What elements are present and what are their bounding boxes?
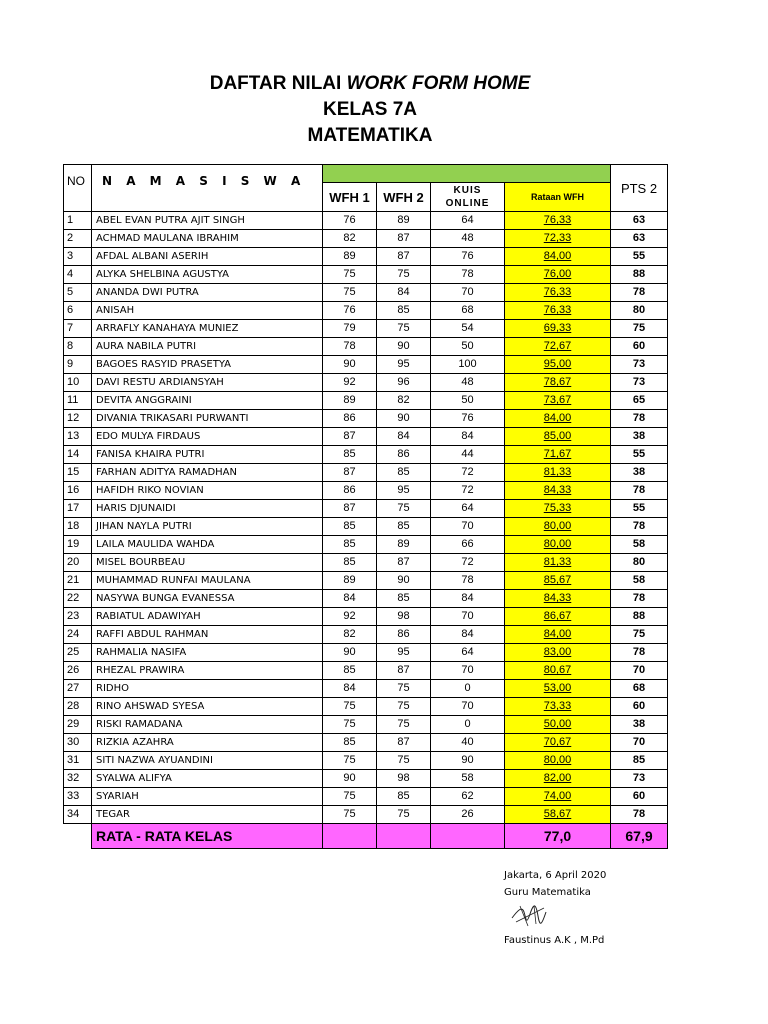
row-no: 16 bbox=[64, 482, 92, 500]
row-rataan: 84,00 bbox=[505, 248, 611, 266]
table-row bbox=[64, 554, 668, 572]
table-row bbox=[64, 734, 668, 752]
row-wfh2: 87 bbox=[377, 662, 431, 680]
row-kuis: 70 bbox=[431, 518, 505, 536]
table-row bbox=[64, 680, 668, 698]
row-wfh1: 92 bbox=[323, 608, 377, 626]
row-pts: 73 bbox=[611, 356, 668, 374]
header-wfh1: WFH 1 bbox=[323, 183, 377, 212]
header-wfh2: WFH 2 bbox=[377, 183, 431, 212]
row-pts: 78 bbox=[611, 410, 668, 428]
row-wfh1: 86 bbox=[323, 482, 377, 500]
table-row bbox=[64, 788, 668, 806]
row-wfh2: 84 bbox=[377, 428, 431, 446]
row-kuis: 70 bbox=[431, 608, 505, 626]
row-pts: 63 bbox=[611, 212, 668, 230]
row-name: HARIS DJUNAIDI bbox=[92, 500, 323, 518]
row-no: 15 bbox=[64, 464, 92, 482]
table-row bbox=[64, 230, 668, 248]
table-row bbox=[64, 500, 668, 518]
row-rataan: 84,00 bbox=[505, 410, 611, 428]
table-row bbox=[64, 626, 668, 644]
row-wfh2: 75 bbox=[377, 806, 431, 824]
row-pts: 63 bbox=[611, 230, 668, 248]
row-no: 25 bbox=[64, 644, 92, 662]
table-row bbox=[64, 428, 668, 446]
row-pts: 58 bbox=[611, 536, 668, 554]
header-pts: PTS 2 bbox=[611, 165, 668, 212]
row-wfh2: 86 bbox=[377, 446, 431, 464]
row-rataan: 86,67 bbox=[505, 608, 611, 626]
row-name: AFDAL ALBANI ASERIH bbox=[92, 248, 323, 266]
row-no: 6 bbox=[64, 302, 92, 320]
row-wfh1: 92 bbox=[323, 374, 377, 392]
row-kuis: 70 bbox=[431, 662, 505, 680]
row-no: 30 bbox=[64, 734, 92, 752]
row-no: 11 bbox=[64, 392, 92, 410]
row-name: SYARIAH bbox=[92, 788, 323, 806]
row-pts: 88 bbox=[611, 266, 668, 284]
header-name: N A M A S I S W A bbox=[92, 165, 323, 212]
row-pts: 78 bbox=[611, 482, 668, 500]
row-no: 5 bbox=[64, 284, 92, 302]
row-kuis: 40 bbox=[431, 734, 505, 752]
row-pts: 38 bbox=[611, 716, 668, 734]
row-pts: 73 bbox=[611, 770, 668, 788]
row-kuis: 76 bbox=[431, 410, 505, 428]
row-wfh2: 75 bbox=[377, 266, 431, 284]
table-row bbox=[64, 320, 668, 338]
row-pts: 80 bbox=[611, 554, 668, 572]
footer-role: Guru Matematika bbox=[504, 887, 591, 898]
class-average-pts: 67,9 bbox=[611, 824, 668, 849]
row-kuis: 54 bbox=[431, 320, 505, 338]
row-wfh2: 85 bbox=[377, 464, 431, 482]
row-rataan: 76,33 bbox=[505, 284, 611, 302]
row-wfh1: 75 bbox=[323, 788, 377, 806]
row-rataan: 69,33 bbox=[505, 320, 611, 338]
table-row bbox=[64, 338, 668, 356]
row-no: 3 bbox=[64, 248, 92, 266]
row-pts: 58 bbox=[611, 572, 668, 590]
row-no: 23 bbox=[64, 608, 92, 626]
row-no: 21 bbox=[64, 572, 92, 590]
row-wfh2: 75 bbox=[377, 500, 431, 518]
row-name: RAFFI ABDUL RAHMAN bbox=[92, 626, 323, 644]
row-no: 12 bbox=[64, 410, 92, 428]
row-no: 13 bbox=[64, 428, 92, 446]
row-pts: 88 bbox=[611, 608, 668, 626]
table-row bbox=[64, 698, 668, 716]
table-row bbox=[64, 212, 668, 230]
row-rataan: 84,00 bbox=[505, 626, 611, 644]
row-rataan: 81,33 bbox=[505, 464, 611, 482]
row-wfh2: 75 bbox=[377, 716, 431, 734]
row-kuis: 0 bbox=[431, 716, 505, 734]
row-name: RABIATUL ADAWIYAH bbox=[92, 608, 323, 626]
row-name: JIHAN NAYLA PUTRI bbox=[92, 518, 323, 536]
row-rataan: 84,33 bbox=[505, 482, 611, 500]
row-kuis: 84 bbox=[431, 590, 505, 608]
row-pts: 85 bbox=[611, 752, 668, 770]
row-rataan: 85,00 bbox=[505, 428, 611, 446]
row-kuis: 44 bbox=[431, 446, 505, 464]
row-rataan: 72,67 bbox=[505, 338, 611, 356]
table-row bbox=[64, 284, 668, 302]
row-kuis: 26 bbox=[431, 806, 505, 824]
row-rataan: 58,67 bbox=[505, 806, 611, 824]
title-italic: WORK FORM HOME bbox=[346, 73, 531, 94]
row-no: 4 bbox=[64, 266, 92, 284]
row-pts: 78 bbox=[611, 284, 668, 302]
row-kuis: 50 bbox=[431, 392, 505, 410]
row-rataan: 80,00 bbox=[505, 752, 611, 770]
row-pts: 55 bbox=[611, 500, 668, 518]
table-row bbox=[64, 752, 668, 770]
row-rataan: 78,67 bbox=[505, 374, 611, 392]
row-wfh2: 85 bbox=[377, 518, 431, 536]
row-wfh1: 90 bbox=[323, 770, 377, 788]
table-row bbox=[64, 806, 668, 824]
row-rataan: 72,33 bbox=[505, 230, 611, 248]
row-wfh1: 75 bbox=[323, 266, 377, 284]
row-rataan: 76,00 bbox=[505, 266, 611, 284]
row-no: 14 bbox=[64, 446, 92, 464]
row-rataan: 80,67 bbox=[505, 662, 611, 680]
table-row bbox=[64, 482, 668, 500]
table-row bbox=[64, 410, 668, 428]
row-name: AURA NABILA PUTRI bbox=[92, 338, 323, 356]
row-wfh2: 87 bbox=[377, 248, 431, 266]
row-wfh1: 89 bbox=[323, 392, 377, 410]
row-no: 26 bbox=[64, 662, 92, 680]
row-no: 7 bbox=[64, 320, 92, 338]
row-name: DAVI RESTU ARDIANSYAH bbox=[92, 374, 323, 392]
row-wfh2: 90 bbox=[377, 410, 431, 428]
row-name: LAILA MAULIDA WAHDA bbox=[92, 536, 323, 554]
row-wfh2: 85 bbox=[377, 590, 431, 608]
row-wfh1: 85 bbox=[323, 734, 377, 752]
row-name: ARRAFLY KANAHAYA MUNIEZ bbox=[92, 320, 323, 338]
row-pts: 75 bbox=[611, 626, 668, 644]
row-wfh2: 90 bbox=[377, 338, 431, 356]
row-pts: 60 bbox=[611, 698, 668, 716]
row-rataan: 76,33 bbox=[505, 302, 611, 320]
row-kuis: 64 bbox=[431, 644, 505, 662]
row-no: 18 bbox=[64, 518, 92, 536]
row-kuis: 58 bbox=[431, 770, 505, 788]
row-wfh2: 84 bbox=[377, 284, 431, 302]
row-wfh2: 98 bbox=[377, 770, 431, 788]
row-name: HAFIDH RIKO NOVIAN bbox=[92, 482, 323, 500]
header-kuis: KUIS ONLINE bbox=[431, 183, 505, 212]
table-row bbox=[64, 518, 668, 536]
row-rataan: 82,00 bbox=[505, 770, 611, 788]
row-no: 17 bbox=[64, 500, 92, 518]
row-no: 27 bbox=[64, 680, 92, 698]
table-row bbox=[64, 536, 668, 554]
grades-table bbox=[63, 164, 668, 849]
row-rataan: 73,67 bbox=[505, 392, 611, 410]
title-line-3: MATEMATIKA bbox=[307, 125, 433, 146]
row-rataan: 50,00 bbox=[505, 716, 611, 734]
row-name: RISKI RAMADANA bbox=[92, 716, 323, 734]
row-wfh2: 95 bbox=[377, 644, 431, 662]
row-rataan: 80,00 bbox=[505, 518, 611, 536]
row-no: 24 bbox=[64, 626, 92, 644]
row-no: 20 bbox=[64, 554, 92, 572]
row-no: 19 bbox=[64, 536, 92, 554]
row-name: SITI NAZWA AYUANDINI bbox=[92, 752, 323, 770]
row-rataan: 84,33 bbox=[505, 590, 611, 608]
row-wfh2: 75 bbox=[377, 320, 431, 338]
row-wfh1: 84 bbox=[323, 680, 377, 698]
row-kuis: 100 bbox=[431, 356, 505, 374]
class-average-rataan: 77,0 bbox=[505, 824, 611, 849]
table-row bbox=[64, 374, 668, 392]
row-rataan: 95,00 bbox=[505, 356, 611, 374]
row-wfh2: 87 bbox=[377, 734, 431, 752]
row-kuis: 64 bbox=[431, 500, 505, 518]
row-no: 31 bbox=[64, 752, 92, 770]
header-no: NO bbox=[64, 165, 92, 212]
row-kuis: 90 bbox=[431, 752, 505, 770]
row-wfh2: 89 bbox=[377, 536, 431, 554]
header-green-band bbox=[323, 165, 611, 183]
row-pts: 38 bbox=[611, 464, 668, 482]
row-wfh2: 90 bbox=[377, 572, 431, 590]
row-name: MUHAMMAD RUNFAI MAULANA bbox=[92, 572, 323, 590]
row-wfh1: 75 bbox=[323, 806, 377, 824]
row-wfh2: 87 bbox=[377, 554, 431, 572]
row-no: 33 bbox=[64, 788, 92, 806]
row-wfh2: 86 bbox=[377, 626, 431, 644]
row-pts: 70 bbox=[611, 734, 668, 752]
row-pts: 78 bbox=[611, 590, 668, 608]
table-row bbox=[64, 644, 668, 662]
table-row bbox=[64, 572, 668, 590]
row-kuis: 72 bbox=[431, 554, 505, 572]
row-name: NASYWA BUNGA EVANESSA bbox=[92, 590, 323, 608]
row-rataan: 81,33 bbox=[505, 554, 611, 572]
row-rataan: 71,67 bbox=[505, 446, 611, 464]
row-no: 2 bbox=[64, 230, 92, 248]
row-wfh1: 84 bbox=[323, 590, 377, 608]
title-line-1: DAFTAR NILAI WORK FORM HOME bbox=[209, 73, 531, 94]
row-name: DEVITA ANGGRAINI bbox=[92, 392, 323, 410]
table-row bbox=[64, 446, 668, 464]
row-wfh1: 75 bbox=[323, 698, 377, 716]
row-wfh1: 85 bbox=[323, 536, 377, 554]
row-kuis: 78 bbox=[431, 572, 505, 590]
row-wfh2: 95 bbox=[377, 356, 431, 374]
table-row bbox=[64, 590, 668, 608]
row-wfh1: 87 bbox=[323, 428, 377, 446]
row-pts: 55 bbox=[611, 446, 668, 464]
row-rataan: 75,33 bbox=[505, 500, 611, 518]
row-rataan: 83,00 bbox=[505, 644, 611, 662]
row-kuis: 48 bbox=[431, 230, 505, 248]
row-no: 10 bbox=[64, 374, 92, 392]
row-no: 32 bbox=[64, 770, 92, 788]
row-wfh1: 89 bbox=[323, 248, 377, 266]
row-wfh2: 87 bbox=[377, 230, 431, 248]
row-wfh1: 85 bbox=[323, 554, 377, 572]
row-pts: 68 bbox=[611, 680, 668, 698]
row-kuis: 78 bbox=[431, 266, 505, 284]
row-wfh1: 90 bbox=[323, 644, 377, 662]
footer-place-date: Jakarta, 6 April 2020 bbox=[504, 870, 607, 881]
table-row bbox=[64, 356, 668, 374]
row-wfh2: 98 bbox=[377, 608, 431, 626]
row-kuis: 72 bbox=[431, 464, 505, 482]
row-rataan: 80,00 bbox=[505, 536, 611, 554]
table-body bbox=[64, 212, 668, 824]
row-kuis: 76 bbox=[431, 248, 505, 266]
row-name: RAHMALIA NASIFA bbox=[92, 644, 323, 662]
row-kuis: 66 bbox=[431, 536, 505, 554]
row-name: ACHMAD MAULANA IBRAHIM bbox=[92, 230, 323, 248]
row-name: EDO MULYA FIRDAUS bbox=[92, 428, 323, 446]
row-kuis: 84 bbox=[431, 428, 505, 446]
table-row bbox=[64, 662, 668, 680]
row-wfh2: 96 bbox=[377, 374, 431, 392]
row-wfh2: 75 bbox=[377, 752, 431, 770]
row-no: 8 bbox=[64, 338, 92, 356]
row-wfh1: 86 bbox=[323, 410, 377, 428]
row-no: 28 bbox=[64, 698, 92, 716]
row-pts: 75 bbox=[611, 320, 668, 338]
row-name: TEGAR bbox=[92, 806, 323, 824]
row-name: RINO AHSWAD SYESA bbox=[92, 698, 323, 716]
row-kuis: 48 bbox=[431, 374, 505, 392]
row-wfh1: 78 bbox=[323, 338, 377, 356]
row-name: ANANDA DWI PUTRA bbox=[92, 284, 323, 302]
row-wfh2: 85 bbox=[377, 302, 431, 320]
table-row bbox=[64, 248, 668, 266]
row-pts: 55 bbox=[611, 248, 668, 266]
row-pts: 80 bbox=[611, 302, 668, 320]
row-rataan: 85,67 bbox=[505, 572, 611, 590]
row-wfh2: 95 bbox=[377, 482, 431, 500]
row-pts: 70 bbox=[611, 662, 668, 680]
row-kuis: 50 bbox=[431, 338, 505, 356]
table-row bbox=[64, 266, 668, 284]
row-name: RHEZAL PRAWIRA bbox=[92, 662, 323, 680]
row-name: ANISAH bbox=[92, 302, 323, 320]
row-pts: 60 bbox=[611, 788, 668, 806]
table-row bbox=[64, 392, 668, 410]
row-pts: 78 bbox=[611, 644, 668, 662]
row-name: BAGOES RASYID PRASETYA bbox=[92, 356, 323, 374]
footer-signer: Faustinus A.K , M.Pd bbox=[504, 935, 605, 946]
row-name: RIDHO bbox=[92, 680, 323, 698]
row-wfh2: 82 bbox=[377, 392, 431, 410]
row-wfh1: 85 bbox=[323, 518, 377, 536]
row-kuis: 72 bbox=[431, 482, 505, 500]
row-wfh1: 75 bbox=[323, 716, 377, 734]
class-average-label: RATA - RATA KELAS bbox=[92, 824, 323, 849]
row-kuis: 64 bbox=[431, 212, 505, 230]
row-name: ABEL EVAN PUTRA AJIT SINGH bbox=[92, 212, 323, 230]
row-wfh1: 82 bbox=[323, 626, 377, 644]
row-no: 34 bbox=[64, 806, 92, 824]
row-kuis: 84 bbox=[431, 626, 505, 644]
row-pts: 73 bbox=[611, 374, 668, 392]
row-no: 22 bbox=[64, 590, 92, 608]
row-rataan: 74,00 bbox=[505, 788, 611, 806]
row-kuis: 68 bbox=[431, 302, 505, 320]
row-name: SYALWA ALIFYA bbox=[92, 770, 323, 788]
row-kuis: 0 bbox=[431, 680, 505, 698]
row-wfh1: 76 bbox=[323, 212, 377, 230]
row-name: DIVANIA TRIKASARI PURWANTI bbox=[92, 410, 323, 428]
row-pts: 78 bbox=[611, 806, 668, 824]
row-pts: 78 bbox=[611, 518, 668, 536]
row-rataan: 53,00 bbox=[505, 680, 611, 698]
row-kuis: 62 bbox=[431, 788, 505, 806]
row-pts: 60 bbox=[611, 338, 668, 356]
row-wfh1: 85 bbox=[323, 446, 377, 464]
row-wfh2: 89 bbox=[377, 212, 431, 230]
row-name: RIZKIA AZAHRA bbox=[92, 734, 323, 752]
row-no: 9 bbox=[64, 356, 92, 374]
table-row bbox=[64, 608, 668, 626]
table-row bbox=[64, 464, 668, 482]
row-kuis: 70 bbox=[431, 284, 505, 302]
row-wfh1: 75 bbox=[323, 752, 377, 770]
row-name: FANISA KHAIRA PUTRI bbox=[92, 446, 323, 464]
row-wfh2: 75 bbox=[377, 680, 431, 698]
row-no: 29 bbox=[64, 716, 92, 734]
row-name: ALYKA SHELBINA AGUSTYA bbox=[92, 266, 323, 284]
row-wfh1: 82 bbox=[323, 230, 377, 248]
row-wfh2: 75 bbox=[377, 698, 431, 716]
table-row bbox=[64, 302, 668, 320]
row-wfh1: 85 bbox=[323, 662, 377, 680]
row-wfh1: 87 bbox=[323, 500, 377, 518]
class-average-row bbox=[64, 824, 668, 849]
row-rataan: 73,33 bbox=[505, 698, 611, 716]
row-wfh1: 87 bbox=[323, 464, 377, 482]
header-rataan: Rataan WFH bbox=[505, 183, 611, 212]
row-no: 1 bbox=[64, 212, 92, 230]
table-row bbox=[64, 770, 668, 788]
row-wfh1: 75 bbox=[323, 284, 377, 302]
row-name: FARHAN ADITYA RAMADHAN bbox=[92, 464, 323, 482]
title-line-2: KELAS 7A bbox=[323, 99, 417, 120]
row-rataan: 76,33 bbox=[505, 212, 611, 230]
table-row bbox=[64, 716, 668, 734]
signature-icon bbox=[508, 900, 552, 930]
row-pts: 65 bbox=[611, 392, 668, 410]
row-wfh1: 76 bbox=[323, 302, 377, 320]
row-wfh1: 90 bbox=[323, 356, 377, 374]
row-kuis: 70 bbox=[431, 698, 505, 716]
row-pts: 38 bbox=[611, 428, 668, 446]
row-name: MISEL BOURBEAU bbox=[92, 554, 323, 572]
row-wfh1: 89 bbox=[323, 572, 377, 590]
row-wfh2: 85 bbox=[377, 788, 431, 806]
row-wfh1: 79 bbox=[323, 320, 377, 338]
row-rataan: 70,67 bbox=[505, 734, 611, 752]
